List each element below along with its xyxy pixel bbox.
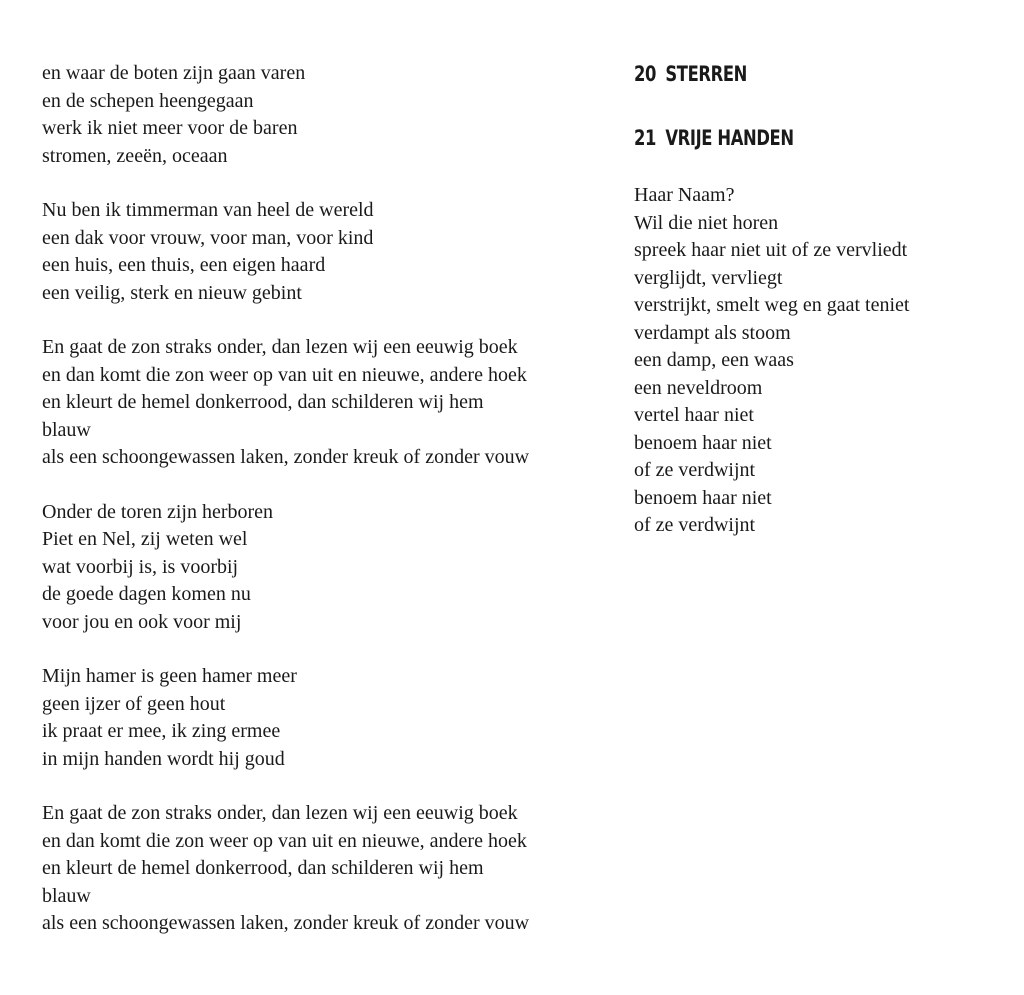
lyric-line: en de schepen heengegaan bbox=[42, 89, 254, 112]
lyric-line: En gaat de zon straks onder, dan lezen wij een eeuwig boek bbox=[42, 336, 518, 358]
poem-line: Haar Naam? bbox=[634, 184, 735, 206]
right-column bbox=[634, 60, 1004, 567]
poem-line: verdampt als stoom bbox=[634, 321, 791, 344]
poem-line: vertel haar niet bbox=[634, 404, 754, 426]
stanza-4 bbox=[42, 499, 612, 637]
lyric-line: blauw bbox=[42, 418, 91, 441]
stanza-2 bbox=[42, 197, 612, 307]
lyric-line: ik praat er mee, ik zing ermee bbox=[42, 720, 281, 742]
lyric-line: voor jou en ook voor mij bbox=[42, 610, 242, 633]
poem-line: benoem haar niet bbox=[634, 431, 772, 454]
poem-line: verstrijkt, smelt weg en gaat teniet bbox=[634, 294, 910, 316]
lyric-line: een dak voor vrouw, voor man, voor kind bbox=[42, 226, 374, 249]
song-title-vrije-handen bbox=[634, 124, 923, 152]
lyric-line: stromen, zeeën, oceaan bbox=[42, 144, 228, 167]
lyric-line: als een schoongewassen laken, zonder kreuk of zonder vouw bbox=[42, 446, 530, 468]
lyric-line: Onder de toren zijn herboren bbox=[42, 500, 274, 523]
lyric-line: als een schoongewassen laken, zonder kreuk of zonder vouw bbox=[42, 912, 530, 934]
lyric-line: wat voorbij is, is voorbij bbox=[42, 555, 239, 578]
lyric-line: en waar de boten zijn gaan varen bbox=[42, 62, 306, 84]
poem-line: verglijdt, vervliegt bbox=[634, 266, 783, 289]
stanza-6-chorus bbox=[42, 800, 612, 938]
lyric-line: blauw bbox=[42, 884, 91, 907]
lyric-line: in mijn handen wordt hij goud bbox=[42, 747, 285, 770]
lyric-line: geen ijzer of geen hout bbox=[42, 692, 226, 715]
poem-line: Wil die niet horen bbox=[634, 211, 779, 234]
lyric-line: en kleurt de hemel donkerrood, dan schilderen wij hem bbox=[42, 391, 484, 413]
lyric-line: een huis, een thuis, een eigen haard bbox=[42, 254, 326, 276]
lyric-line: Nu ben ik timmerman van heel de wereld bbox=[42, 199, 374, 221]
lyric-line: en dan komt die zon weer op van uit en nieuwe, andere hoek bbox=[42, 363, 527, 386]
lyric-line: werk ik niet meer voor de baren bbox=[42, 117, 298, 139]
left-column-lyrics bbox=[42, 60, 612, 965]
lyric-line: een veilig, sterk en nieuw gebint bbox=[42, 281, 302, 304]
stanza-3-chorus bbox=[42, 334, 612, 472]
lyric-line: Mijn hamer is geen hamer meer bbox=[42, 665, 297, 687]
poem-line: een neveldroom bbox=[634, 376, 763, 399]
poem-line: spreek haar niet uit of ze vervliedt bbox=[634, 239, 908, 261]
song-title-text: STERREN bbox=[665, 62, 747, 86]
lyric-line: en kleurt de hemel donkerrood, dan schilderen wij hem bbox=[42, 857, 484, 879]
stanza-1 bbox=[42, 60, 612, 170]
poem-line: of ze verdwijnt bbox=[634, 514, 756, 536]
lyric-line: En gaat de zon straks onder, dan lezen wij een eeuwig boek bbox=[42, 802, 518, 824]
poem-vrije-handen bbox=[634, 182, 1004, 540]
song-title-text: VRIJE HANDEN bbox=[665, 126, 794, 150]
poem-line: benoem haar niet bbox=[634, 486, 772, 509]
lyric-line: en dan komt die zon weer op van uit en nieuwe, andere hoek bbox=[42, 829, 527, 852]
song-number: 20 bbox=[634, 62, 657, 86]
poem-line: een damp, een waas bbox=[634, 349, 794, 371]
poem-line: of ze verdwijnt bbox=[634, 459, 756, 481]
lyric-line: Piet en Nel, zij weten wel bbox=[42, 528, 248, 550]
stanza-5 bbox=[42, 663, 612, 773]
song-number: 21 bbox=[634, 126, 657, 150]
lyric-line: de goede dagen komen nu bbox=[42, 583, 251, 605]
song-title-sterren bbox=[634, 60, 923, 88]
